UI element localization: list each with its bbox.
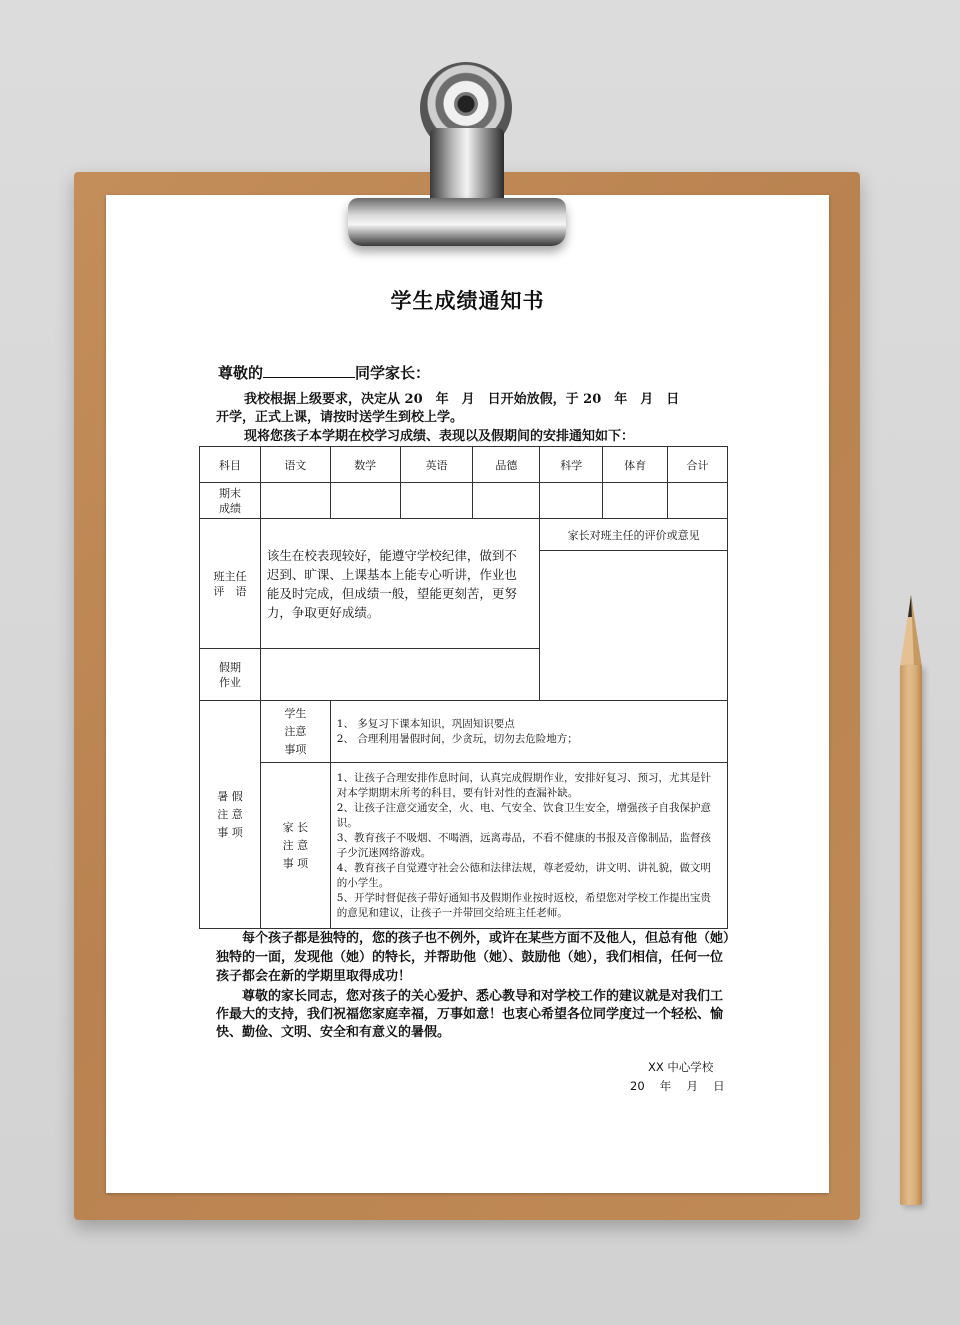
parent-note-item: 2、让孩子注意交通安全，火、电、气安全、饮食卫生安全，增强孩子自我保护意识。 <box>336 801 711 829</box>
salutation-prefix: 尊敬的 <box>218 364 264 382</box>
student-notes-cell <box>330 701 727 763</box>
intro-line-1: 我校根据上级要求，决定从 20 年 月 日开始放假，于 20 年 月 日 <box>244 392 680 407</box>
score-pe[interactable] <box>603 483 668 519</box>
subject-morality: 品德 <box>473 447 540 483</box>
student-notes-label-cell <box>260 701 330 763</box>
parent-opinion-label: 家长对班主任的评价或意见 <box>540 519 728 551</box>
score-english[interactable] <box>400 483 473 519</box>
score-total[interactable] <box>668 483 728 519</box>
closing-line: 孩子都会在新的学期里取得成功！ <box>216 969 412 984</box>
holiday-homework-field[interactable] <box>260 649 539 701</box>
parent-notes-label: 家 长 注 意 事 项 <box>282 820 309 870</box>
subject-english: 英语 <box>400 447 473 483</box>
salutation <box>218 362 430 383</box>
issue-date: 20 年 月 日 <box>630 1079 725 1093</box>
subject-total: 合计 <box>668 447 728 483</box>
salutation-suffix: 同学家长： <box>355 364 431 382</box>
subject-science: 科学 <box>540 447 603 483</box>
score-science[interactable] <box>540 483 603 519</box>
subject-pe: 体育 <box>603 447 668 483</box>
subject-chinese: 语文 <box>260 447 330 483</box>
intro-line-2: 开学，正式上课，请按时送学生到校上学。 <box>216 410 464 425</box>
final-score-label: 期末 成绩 <box>200 483 261 519</box>
closing-line: 快、勤俭、文明、安全和有意义的暑假。 <box>216 1025 451 1040</box>
score-chinese[interactable] <box>260 483 330 519</box>
student-notes-label: 学生 注意 事项 <box>284 706 307 756</box>
score-math[interactable] <box>330 483 400 519</box>
holiday-homework-label: 假期 作业 <box>200 649 261 701</box>
document-title: 学生成绩通知书 <box>390 288 545 313</box>
student-notes <box>331 713 727 751</box>
closing-line: 每个孩子都是独特的，您的孩子也不例外，或许在某些方面不及他人，但总有他（她） <box>242 931 737 946</box>
closing-line: 独特的一面，发现他（她）的特长，并帮助他（她）、鼓励他（她），我们相信，任何一位 <box>216 950 724 965</box>
subject-header: 科目 <box>200 447 261 483</box>
teacher-comment: 该生在校表现较好，能遵守学校纪律，做到不迟到、旷课、上课基本上能专心听讲，作业也能及时完成，但成绩一般，望能更刻苦，更努力，争取更好成绩。 <box>266 547 517 620</box>
parent-note-item: 1、让孩子合理安排作息时间，认真完成假期作业，安排好复习、预习，尤其是针对本学期期末所考的科目，要有针对性的查漏补缺。 <box>336 771 711 799</box>
parent-notes-cell <box>330 763 727 929</box>
teacher-comment-cell <box>260 519 539 649</box>
closing-line: 尊敬的家长同志，您对孩子的关心爱护、悉心教导和对学校工作的建议就是对我们工 <box>242 989 724 1004</box>
holiday-notes-label: 暑 假 注 意 事 项 <box>200 701 261 929</box>
parent-note-item: 5、开学时督促孩子带好通知书及假期作业按时返校，希望您对学校工作提出宝贵的意见和建议，让孩子一并带回交给班主任老师。 <box>336 891 711 919</box>
parent-note-item: 4、教育孩子自觉遵守社会公德和法律法规，尊老爱幼，讲文明、讲礼貌，做文明的小学生。 <box>336 861 711 889</box>
parent-notes-label-cell <box>260 763 330 929</box>
parent-note-item: 3、教育孩子不吸烟、不喝酒，远离毒品，不看不健康的书报及音像制品，监督孩子少沉迷网络游戏。 <box>336 831 711 859</box>
intro-line-3: 现将您孩子本学期在校学习成绩、表现以及假期间的安排通知如下： <box>244 429 635 444</box>
student-note-item: 1、 多复习下课本知识，巩固知识要点 <box>336 717 515 730</box>
parent-opinion-field[interactable] <box>540 551 728 701</box>
closing-line: 作最大的支持，我们祝福您家庭幸福，万事如意！也衷心希望各位同学度过一个轻松、愉 <box>216 1007 724 1022</box>
student-note-item: 2、 合理利用暑假时间，少贪玩，切勿去危险地方； <box>336 732 578 745</box>
teacher-comment-label: 班主任 评 语 <box>200 519 261 649</box>
student-name-blank[interactable] <box>263 363 355 378</box>
grade-table <box>199 446 728 929</box>
school-name: XX 中心学校 <box>648 1060 714 1074</box>
parent-notes <box>331 767 727 925</box>
score-morality[interactable] <box>473 483 540 519</box>
subject-math: 数学 <box>330 447 400 483</box>
